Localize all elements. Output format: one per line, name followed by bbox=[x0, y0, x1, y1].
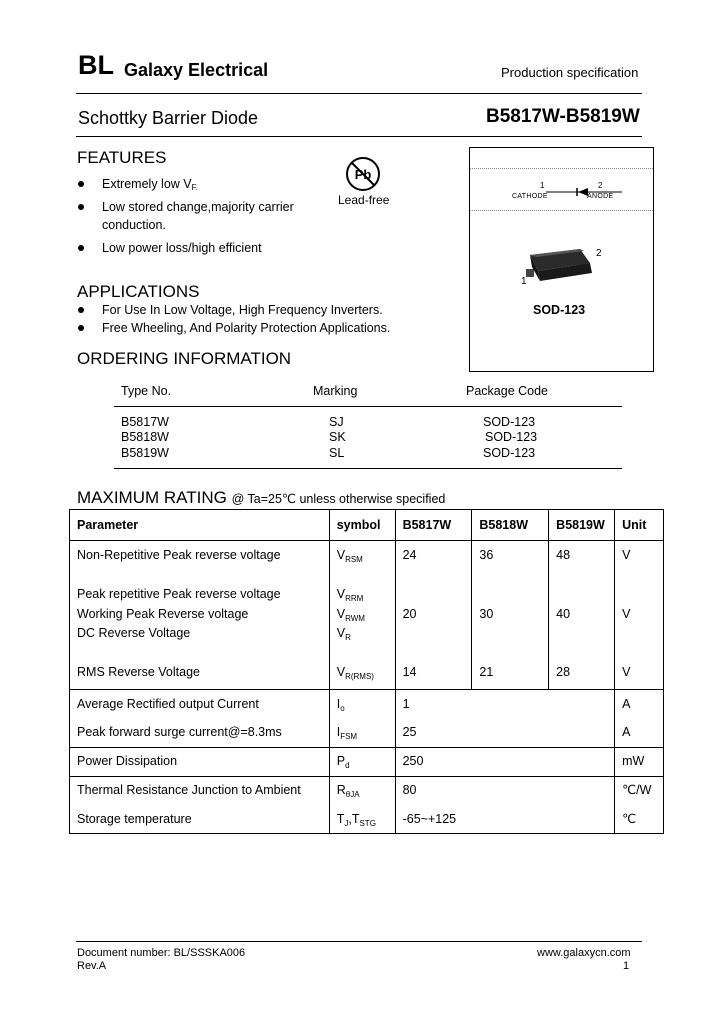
value-text: 48 bbox=[556, 548, 571, 562]
value-text: 20 bbox=[402, 606, 417, 621]
ordering-cell: B5819W bbox=[121, 446, 169, 460]
symbol-text: $V_{RSM}$ bbox=[336, 548, 363, 564]
header-b5819w: B5819W bbox=[549, 510, 615, 541]
value-text: 24 bbox=[402, 548, 417, 562]
table-row bbox=[70, 689, 664, 747]
unit-text: ℃ bbox=[622, 811, 637, 826]
unit-cell bbox=[615, 541, 664, 690]
spacer bbox=[77, 566, 329, 586]
unit-text: V bbox=[622, 606, 631, 621]
ordering-cell: B5817W bbox=[121, 415, 169, 429]
value-text: 40 bbox=[556, 606, 571, 621]
spacer bbox=[479, 624, 548, 644]
box-bottom-dotted-line bbox=[470, 210, 653, 211]
spacer bbox=[77, 644, 329, 664]
spacer bbox=[622, 644, 663, 664]
spacer bbox=[556, 624, 614, 644]
header-b5817w: B5817W bbox=[395, 510, 472, 541]
header-symbol: symbol bbox=[329, 510, 395, 541]
part-range: B5817W-B5819W bbox=[486, 106, 640, 127]
param-text: Power Dissipation bbox=[77, 753, 178, 768]
param-text: Peak repetitive Peak reverse voltage bbox=[77, 587, 281, 601]
symbol-text: $V_{RWM}$ bbox=[336, 606, 365, 623]
page-number: 1 bbox=[623, 960, 630, 972]
spacer bbox=[403, 585, 472, 605]
ordering-cell: SL bbox=[329, 446, 345, 460]
unit-text: ℃/W bbox=[622, 783, 652, 797]
pin2-number: 2 bbox=[598, 181, 603, 190]
feature-item: Low power loss/high efficient bbox=[77, 239, 337, 257]
header-parameter: Parameter bbox=[70, 510, 330, 541]
value-cell bbox=[395, 747, 615, 777]
value-text: 28 bbox=[556, 665, 571, 679]
spacer bbox=[479, 644, 548, 664]
spacer bbox=[337, 566, 395, 586]
ordering-title: ORDERING INFORMATION bbox=[77, 349, 292, 368]
ordering-cell: SOD-123 bbox=[483, 415, 536, 429]
application-item: For Use In Low Voltage, High Frequency Inverters. bbox=[77, 301, 457, 319]
symbol-text: $I_{FSM}$ bbox=[336, 725, 358, 741]
unit-text: V bbox=[622, 548, 631, 562]
table-header-row bbox=[70, 510, 664, 541]
value-cell-b5818w bbox=[472, 541, 549, 690]
symbol-cell bbox=[329, 747, 395, 777]
value-cell bbox=[395, 689, 615, 747]
symbol-text: $V_{R(RMS)}$ bbox=[336, 665, 374, 681]
symbol-text: $I_o$ bbox=[336, 696, 345, 713]
lead-free-symbol: Pb bbox=[354, 167, 372, 182]
header-divider bbox=[76, 93, 642, 94]
package-box bbox=[469, 147, 654, 372]
value-text: 80 bbox=[402, 783, 417, 797]
spacer bbox=[622, 585, 663, 605]
header-b5818w: B5818W bbox=[472, 510, 549, 541]
ordering-cell: SK bbox=[329, 430, 346, 444]
vf-subscript: F. bbox=[191, 183, 198, 192]
document-number: Document number: BL/SSSKA006 bbox=[77, 947, 246, 959]
param-text: Average Rectified output Current bbox=[77, 696, 259, 711]
feature-line: Low stored change,majority carrier bbox=[102, 200, 294, 214]
brand-name: Galaxy Electrical bbox=[124, 60, 269, 80]
box-top-dotted-line bbox=[470, 168, 653, 169]
spacer bbox=[556, 566, 614, 586]
symbol-text: $T_J,T_{STG}$ bbox=[336, 811, 376, 828]
unit-text: mW bbox=[622, 753, 645, 768]
param-text: Non-Repetitive Peak reverse voltage bbox=[77, 548, 281, 562]
table-row bbox=[70, 777, 664, 834]
param-text: Thermal Resistance Junction to Ambient bbox=[77, 783, 301, 797]
footer-divider bbox=[76, 941, 642, 942]
lead-free-label: Lead-free bbox=[338, 193, 390, 207]
spacer bbox=[403, 624, 472, 644]
ordering-cell: SJ bbox=[329, 415, 344, 429]
lead-free-icon bbox=[345, 156, 381, 192]
symbol-cell bbox=[329, 541, 395, 690]
param-text: Peak forward surge current@=8.3ms bbox=[77, 725, 282, 739]
applications-list bbox=[77, 301, 457, 337]
param-text: DC Reverse Voltage bbox=[77, 626, 191, 640]
feature-item bbox=[77, 198, 337, 234]
ordering-header-package: Package Code bbox=[466, 384, 549, 398]
spacer bbox=[403, 566, 472, 586]
max-rating-table bbox=[69, 509, 664, 834]
title-divider bbox=[76, 136, 642, 137]
param-cell bbox=[70, 541, 330, 690]
unit-text: A bbox=[622, 696, 631, 711]
ordering-cell: B5818W bbox=[121, 430, 169, 444]
brand-logo: BL bbox=[78, 50, 114, 80]
value-text: -65~+125 bbox=[402, 811, 457, 826]
feature-item: Extremely low VF. bbox=[77, 175, 337, 197]
spacer bbox=[337, 644, 395, 664]
table-row bbox=[70, 747, 664, 777]
symbol-cell bbox=[329, 689, 395, 747]
cathode-label: CATHODE bbox=[512, 193, 548, 200]
features-list bbox=[77, 175, 337, 257]
features-title: FEATURES bbox=[77, 148, 167, 167]
param-cell bbox=[70, 747, 330, 777]
website-link[interactable]: www.galaxycn.com bbox=[537, 947, 631, 959]
max-rating-title bbox=[77, 488, 445, 508]
max-rating-condition: @ Ta=25℃ unless otherwise specified bbox=[231, 492, 446, 506]
symbol-text: $P_d$ bbox=[336, 753, 350, 770]
param-text: RMS Reverse Voltage bbox=[77, 665, 200, 679]
spacer bbox=[403, 644, 472, 664]
value-text: 30 bbox=[479, 606, 494, 621]
revision: Rev.A bbox=[77, 960, 107, 972]
feature-line: conduction. bbox=[102, 218, 166, 232]
symbol-text: $V_R$ bbox=[336, 626, 351, 642]
symbol-text: $V_{RRM}$ bbox=[336, 587, 364, 603]
pin1-number: 1 bbox=[540, 181, 545, 190]
ordering-cell: SOD-123 bbox=[485, 430, 538, 444]
applications-title: APPLICATIONS bbox=[77, 282, 200, 301]
unit-text: V bbox=[622, 665, 631, 679]
application-item: Free Wheeling, And Polarity Protection Applications. bbox=[77, 319, 457, 337]
pin2-marker: 2 bbox=[596, 248, 602, 259]
value-text: 36 bbox=[479, 548, 494, 562]
max-rating-heading: MAXIMUM RATING bbox=[77, 488, 227, 507]
param-cell bbox=[70, 689, 330, 747]
anode-label: ANODE bbox=[587, 193, 614, 200]
symbol-text: $R_{\theta JA}$ bbox=[336, 783, 360, 799]
unit-cell bbox=[615, 747, 664, 777]
product-type: Schottky Barrier Diode bbox=[78, 108, 259, 128]
spacer bbox=[622, 624, 663, 644]
spacer bbox=[479, 566, 548, 586]
value-text: 14 bbox=[402, 665, 417, 679]
ordering-header-type: Type No. bbox=[121, 384, 172, 398]
unit-cell bbox=[615, 777, 664, 834]
spacer bbox=[556, 644, 614, 664]
spacer bbox=[622, 566, 663, 586]
ordering-header-marking: Marking bbox=[313, 384, 358, 398]
ordering-top-rule bbox=[114, 406, 622, 407]
value-text: 21 bbox=[479, 665, 494, 679]
value-cell-b5817w bbox=[395, 541, 472, 690]
value-text: 250 bbox=[402, 753, 424, 768]
unit-text: A bbox=[622, 725, 631, 739]
spacer bbox=[556, 585, 614, 605]
value-cell-b5819w bbox=[549, 541, 615, 690]
value-text: 1 bbox=[402, 696, 410, 711]
ordering-cell: SOD-123 bbox=[483, 446, 536, 460]
sod123-package-icon bbox=[518, 241, 608, 291]
symbol-cell bbox=[329, 777, 395, 834]
value-cell bbox=[395, 777, 615, 834]
param-text: Storage temperature bbox=[77, 811, 192, 826]
unit-cell bbox=[615, 689, 664, 747]
param-text: Working Peak Reverse voltage bbox=[77, 606, 249, 621]
spacer bbox=[479, 585, 548, 605]
param-cell bbox=[70, 777, 330, 834]
table-row bbox=[70, 541, 664, 690]
value-text: 25 bbox=[402, 725, 417, 739]
package-name: SOD-123 bbox=[533, 303, 586, 317]
spec-type: Production specification bbox=[501, 65, 639, 80]
pin1-marker: 1 bbox=[521, 276, 527, 287]
header-unit: Unit bbox=[615, 510, 664, 541]
ordering-bottom-rule bbox=[114, 468, 622, 469]
